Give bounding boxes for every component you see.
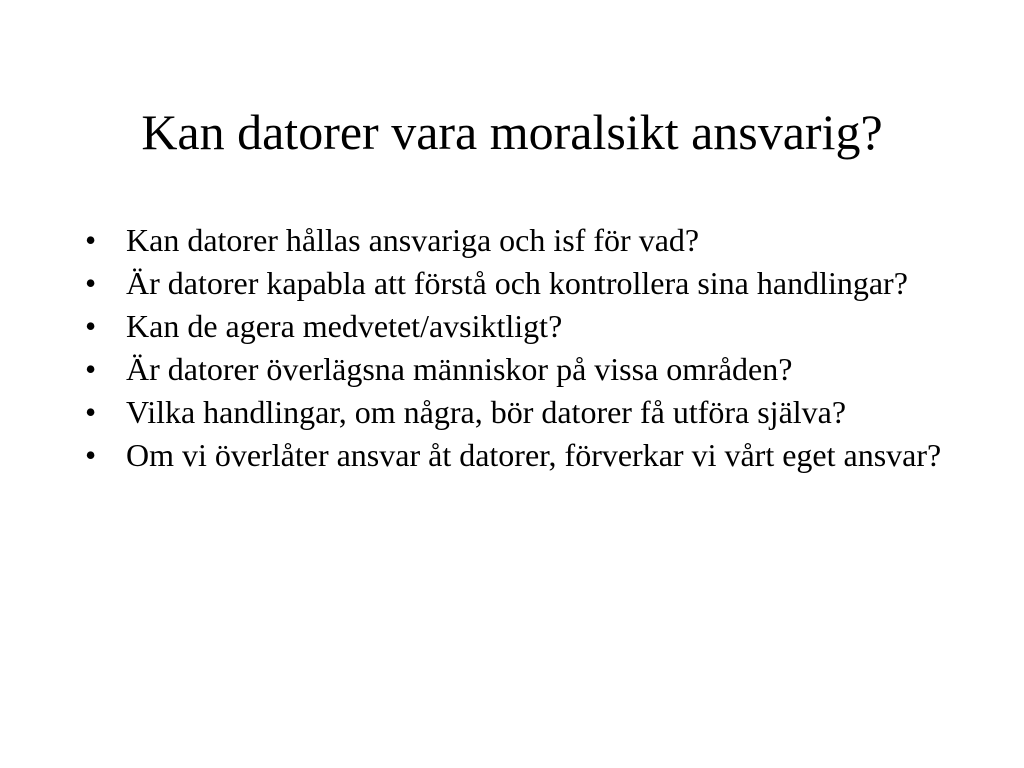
bullet-list [85, 224, 945, 482]
bullet-marker-icon: • [85, 308, 97, 344]
bullet-marker-icon: • [85, 437, 97, 473]
bullet-text: Kan datorer hållas ansvariga och isf för vad? [126, 222, 700, 258]
slide-title: Kan datorer vara moralsikt ansvarig? [141, 104, 883, 160]
bullet-text: Kan de agera medvetet/avsiktligt? [126, 308, 563, 344]
bullet-item-2 [85, 267, 945, 300]
bullet-marker-icon: • [85, 265, 97, 301]
bullet-text: Är datorer överlägsna människor på vissa områden? [126, 351, 793, 387]
bullet-item-5 [85, 396, 945, 429]
bullet-item-3 [85, 310, 945, 343]
bullet-item-4 [85, 353, 945, 386]
bullet-item-6 [85, 439, 945, 472]
bullet-marker-icon: • [85, 394, 97, 430]
bullet-text: Är datorer kapabla att förstå och kontrollera sina handlingar? [126, 265, 908, 301]
bullet-marker-icon: • [85, 351, 97, 387]
bullet-text: Om vi överlåter ansvar åt datorer, förverkar vi vårt eget ansvar? [126, 437, 942, 473]
bullet-text: Vilka handlingar, om några, bör datorer få utföra själva? [126, 394, 847, 430]
bullet-marker-icon: • [85, 222, 97, 258]
bullet-item-1 [85, 224, 945, 257]
